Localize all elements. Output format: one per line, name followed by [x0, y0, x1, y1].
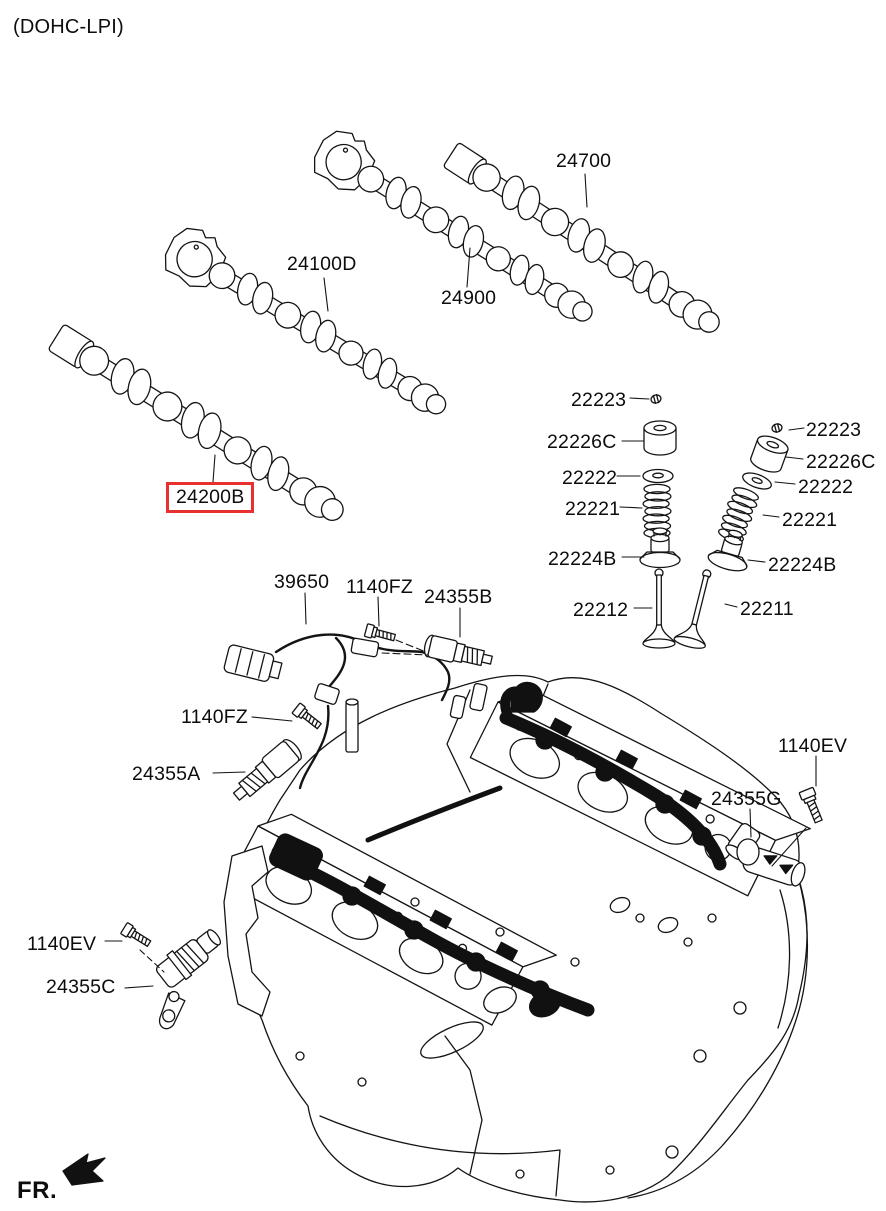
bolt-1140ev-left-drawing — [121, 922, 153, 949]
label-24355a: 24355A — [132, 763, 201, 785]
label-22223-right: 22223 — [806, 419, 862, 441]
label-22226c-left: 22226C — [547, 431, 617, 453]
bolt-1140fz-lower-drawing — [292, 703, 323, 731]
fr-arrow-icon — [63, 1154, 105, 1185]
sensor-24355b-drawing — [423, 634, 494, 671]
label-24355c: 24355C — [46, 976, 116, 998]
fr-direction-label: FR. — [17, 1177, 58, 1204]
label-22221-left: 22221 — [565, 498, 621, 520]
label-24700: 24700 — [556, 150, 612, 172]
label-24355b: 24355B — [424, 586, 493, 608]
camshaft-24100d-drawing — [157, 220, 459, 431]
engine-block-drawing — [224, 675, 810, 1201]
bolt-1140ev-right-drawing — [799, 787, 826, 824]
label-1140fz-lower: 1140FZ — [181, 706, 248, 728]
page-title: (DOHC-LPI) — [13, 16, 124, 38]
label-24200b-highlighted: 24200B — [166, 482, 254, 513]
label-22222-right: 22222 — [798, 476, 854, 498]
label-24355g: 24355G — [711, 788, 782, 810]
label-22211: 22211 — [740, 598, 794, 620]
label-1140ev-left: 1140EV — [27, 933, 97, 955]
label-22223-left: 22223 — [571, 389, 627, 411]
label-22226c-right: 22226C — [806, 451, 876, 473]
valve-stack-left-drawing — [640, 394, 680, 648]
label-22212: 22212 — [573, 599, 629, 621]
label-39650: 39650 — [274, 571, 330, 593]
label-22224b-right: 22224B — [768, 554, 837, 576]
label-22224b-left: 22224B — [548, 548, 617, 570]
label-24900: 24900 — [441, 287, 497, 309]
label-22221-right: 22221 — [782, 509, 838, 531]
label-24100d: 24100D — [287, 253, 357, 275]
label-1140fz-upper: 1140FZ — [346, 576, 413, 598]
label-1140ev-right: 1140EV — [778, 735, 848, 757]
label-22222-left: 22222 — [562, 467, 618, 489]
